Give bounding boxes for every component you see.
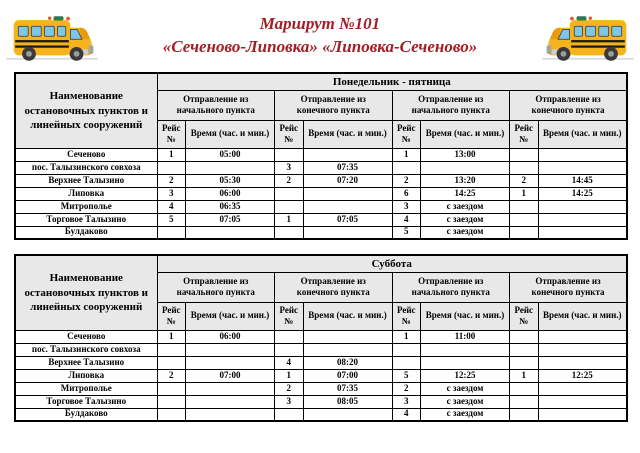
trip-number-cell	[392, 161, 421, 174]
table-row	[15, 343, 627, 356]
stop-name-cell: Митрополье	[15, 200, 157, 213]
stop-name-cell: Торговое Талызино	[15, 395, 157, 408]
table-row	[15, 226, 627, 239]
time-cell	[538, 382, 627, 395]
trip-number-cell	[392, 343, 421, 356]
time-cell: с заездом	[421, 395, 510, 408]
day-header-saturday: Суббота	[157, 255, 627, 272]
time-cell	[538, 200, 627, 213]
trip-number-cell	[275, 200, 304, 213]
stops-column-header: Наименование остановочных пунктов и линейных сооружений	[15, 73, 157, 148]
time-cell: 06:00	[186, 187, 275, 200]
trip-number-cell: 1	[392, 330, 421, 343]
trip-number-cell: 3	[157, 187, 186, 200]
trip-number-cell	[510, 330, 539, 343]
time-cell	[538, 161, 627, 174]
trip-number-cell: 2	[157, 369, 186, 382]
trip-number-cell	[157, 395, 186, 408]
table-row	[15, 174, 627, 187]
trip-number-cell: 3	[392, 395, 421, 408]
stop-name-cell: пос. Талызинского совхоза	[15, 161, 157, 174]
trip-number-cell	[157, 161, 186, 174]
group-header-end: Отправление из конечного пункта	[275, 272, 393, 302]
stop-name-cell: Липовка	[15, 369, 157, 382]
time-cell: с заездом	[421, 200, 510, 213]
trip-number-cell: 3	[275, 395, 304, 408]
time-cell	[303, 343, 392, 356]
time-cell: 14:25	[538, 187, 627, 200]
time-cell	[538, 226, 627, 239]
trip-number-cell: 1	[157, 330, 186, 343]
trip-number-cell	[157, 343, 186, 356]
schedule-table-weekdays	[14, 72, 628, 240]
trip-number-cell: 4	[392, 213, 421, 226]
time-cell: 06:35	[186, 200, 275, 213]
table-row	[15, 200, 627, 213]
trip-number-cell	[510, 200, 539, 213]
trip-number-cell	[510, 226, 539, 239]
stop-name-cell: Булдаково	[15, 226, 157, 239]
time-cell	[421, 356, 510, 369]
trip-number-cell: 1	[510, 369, 539, 382]
time-col-header: Время (час. и мин.)	[421, 120, 510, 148]
trip-col-header: Рейс №	[157, 302, 186, 330]
time-cell: с заездом	[421, 382, 510, 395]
time-col-header: Время (час. и мин.)	[186, 120, 275, 148]
stop-name-cell: Сеченово	[15, 148, 157, 161]
table-row	[15, 213, 627, 226]
time-col-header: Время (час. и мин.)	[421, 302, 510, 330]
trip-number-cell: 1	[275, 213, 304, 226]
trip-col-header: Рейс №	[510, 302, 539, 330]
school-bus-icon	[6, 8, 98, 66]
stop-name-cell: пос. Талызинского совхоза	[15, 343, 157, 356]
table-row	[15, 369, 627, 382]
group-header-end: Отправление из конечного пункта	[510, 272, 628, 302]
trip-number-cell: 1	[392, 148, 421, 161]
stop-name-cell: Верхнее Талызино	[15, 356, 157, 369]
trip-number-cell: 2	[392, 174, 421, 187]
trip-number-cell	[275, 226, 304, 239]
trip-col-header: Рейс №	[157, 120, 186, 148]
route-direction-title: «Сеченово-Липовка» «Липовка-Сеченово»	[162, 36, 478, 56]
trip-number-cell	[275, 187, 304, 200]
page-header	[0, 0, 640, 72]
time-cell: 06:00	[186, 330, 275, 343]
time-cell: с заездом	[421, 408, 510, 421]
time-cell	[303, 148, 392, 161]
stop-name-cell: Торговое Талызино	[15, 213, 157, 226]
time-cell: 12:25	[538, 369, 627, 382]
time-cell	[538, 343, 627, 356]
time-cell: 07:00	[186, 369, 275, 382]
group-header-start: Отправление из начального пункта	[392, 272, 510, 302]
trip-number-cell	[157, 356, 186, 369]
time-cell	[538, 356, 627, 369]
time-cell	[186, 343, 275, 356]
trip-number-cell	[157, 382, 186, 395]
stops-column-header: Наименование остановочных пунктов и линейных сооружений	[15, 255, 157, 330]
trip-number-cell	[157, 408, 186, 421]
trip-number-cell: 2	[275, 382, 304, 395]
group-header-start: Отправление из начального пункта	[157, 272, 275, 302]
trip-number-cell: 1	[275, 369, 304, 382]
trip-number-cell	[275, 330, 304, 343]
stop-name-cell: Сеченово	[15, 330, 157, 343]
trip-number-cell: 1	[510, 187, 539, 200]
time-cell: 08:20	[303, 356, 392, 369]
trip-number-cell	[510, 161, 539, 174]
trip-number-cell: 5	[157, 213, 186, 226]
time-cell: 07:35	[303, 161, 392, 174]
trip-number-cell: 2	[157, 174, 186, 187]
day-header-weekdays: Понедельник - пятница	[157, 73, 627, 90]
trip-number-cell: 3	[275, 161, 304, 174]
school-bus-icon	[542, 8, 634, 66]
table-row	[15, 187, 627, 200]
trip-number-cell	[510, 343, 539, 356]
time-cell	[421, 161, 510, 174]
trip-col-header: Рейс №	[392, 302, 421, 330]
time-col-header: Время (час. и мин.)	[303, 120, 392, 148]
time-cell	[186, 161, 275, 174]
stop-name-cell: Липовка	[15, 187, 157, 200]
table-row	[15, 356, 627, 369]
time-col-header: Время (час. и мин.)	[538, 120, 627, 148]
time-cell: 07:35	[303, 382, 392, 395]
group-header-start: Отправление из начального пункта	[392, 90, 510, 120]
time-col-header: Время (час. и мин.)	[186, 302, 275, 330]
time-cell	[303, 200, 392, 213]
time-cell: с заездом	[421, 213, 510, 226]
stop-name-cell: Митрополье	[15, 382, 157, 395]
time-cell: 05:30	[186, 174, 275, 187]
time-cell: 07:20	[303, 174, 392, 187]
time-cell: 08:05	[303, 395, 392, 408]
time-cell	[186, 395, 275, 408]
table-row	[15, 330, 627, 343]
table-row	[15, 408, 627, 421]
trip-col-header: Рейс №	[275, 120, 304, 148]
trip-col-header: Рейс №	[510, 120, 539, 148]
time-cell	[303, 408, 392, 421]
time-cell	[538, 395, 627, 408]
trip-number-cell: 4	[392, 408, 421, 421]
time-cell: 07:05	[303, 213, 392, 226]
time-cell: 11:00	[421, 330, 510, 343]
group-header-start: Отправление из начального пункта	[157, 90, 275, 120]
trip-number-cell: 5	[392, 226, 421, 239]
time-cell: 14:25	[421, 187, 510, 200]
time-cell	[186, 226, 275, 239]
time-col-header: Время (час. и мин.)	[303, 302, 392, 330]
time-cell	[303, 187, 392, 200]
table-row	[15, 161, 627, 174]
trip-number-cell	[510, 395, 539, 408]
table-row	[15, 148, 627, 161]
time-cell	[186, 408, 275, 421]
trip-number-cell: 6	[392, 187, 421, 200]
trip-number-cell	[275, 408, 304, 421]
trip-number-cell: 2	[510, 174, 539, 187]
time-cell: 07:05	[186, 213, 275, 226]
trip-number-cell: 1	[157, 148, 186, 161]
time-cell	[538, 148, 627, 161]
time-cell: с заездом	[421, 226, 510, 239]
time-cell	[538, 213, 627, 226]
group-header-end: Отправление из конечного пункта	[275, 90, 393, 120]
trip-number-cell	[510, 382, 539, 395]
schedule-table-saturday	[14, 254, 628, 422]
trip-number-cell	[510, 356, 539, 369]
time-cell	[421, 343, 510, 356]
trip-number-cell: 4	[275, 356, 304, 369]
trip-number-cell: 5	[392, 369, 421, 382]
stop-name-cell: Верхнее Талызино	[15, 174, 157, 187]
trip-col-header: Рейс №	[392, 120, 421, 148]
trip-number-cell	[275, 148, 304, 161]
trip-number-cell: 2	[275, 174, 304, 187]
time-cell	[538, 408, 627, 421]
trip-number-cell	[510, 148, 539, 161]
stop-name-cell: Булдаково	[15, 408, 157, 421]
group-header-end: Отправление из конечного пункта	[510, 90, 628, 120]
trip-number-cell	[157, 226, 186, 239]
time-cell: 07:00	[303, 369, 392, 382]
route-number-title: Маршрут №101	[259, 14, 381, 33]
table-row	[15, 395, 627, 408]
trip-number-cell: 4	[157, 200, 186, 213]
time-cell	[303, 226, 392, 239]
trip-number-cell: 2	[392, 382, 421, 395]
table-row	[15, 382, 627, 395]
time-cell	[303, 330, 392, 343]
trip-number-cell: 3	[392, 200, 421, 213]
trip-col-header: Рейс №	[275, 302, 304, 330]
time-cell	[186, 356, 275, 369]
time-cell: 13:20	[421, 174, 510, 187]
time-cell: 13:00	[421, 148, 510, 161]
time-cell: 12:25	[421, 369, 510, 382]
time-cell	[186, 382, 275, 395]
time-cell: 14:45	[538, 174, 627, 187]
trip-number-cell	[275, 343, 304, 356]
time-col-header: Время (час. и мин.)	[538, 302, 627, 330]
trip-number-cell	[510, 213, 539, 226]
trip-number-cell	[510, 408, 539, 421]
trip-number-cell	[392, 356, 421, 369]
time-cell: 05:00	[186, 148, 275, 161]
time-cell	[538, 330, 627, 343]
